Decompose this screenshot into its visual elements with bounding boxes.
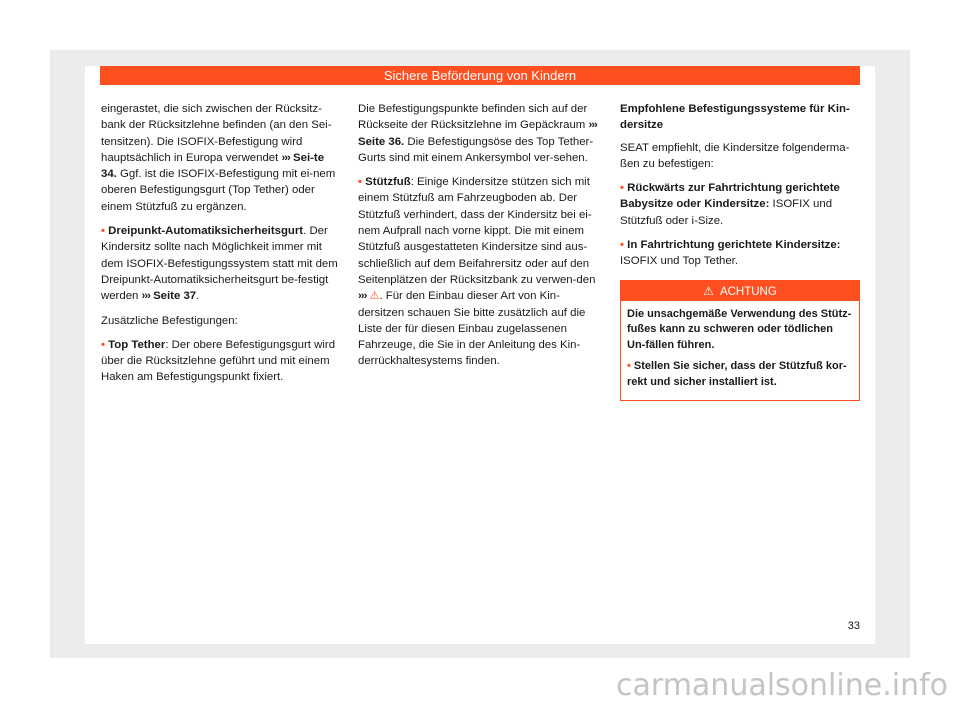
bullet-item: • In Fahrtrichtung gerichtete Kindersitze: ISOFIX und Top Tether.: [620, 239, 841, 268]
bullet-icon: •: [101, 225, 105, 238]
paragraph: SEAT empfiehlt, die Kindersitze folgenderma-ßen zu befestigen:: [620, 141, 850, 170]
column-left: [101, 101, 339, 394]
warning-icon[interactable]: ⚠: [369, 290, 380, 303]
bullet-icon: •: [620, 182, 624, 195]
warning-bullet: • Stellen Sie sicher, dass der Stützfuß kor-rekt und sicher installiert ist.: [627, 360, 847, 388]
warning-body: [621, 301, 859, 401]
bullet-item: • Dreipunkt-Automatiksicherheitsgurt. Der Kindersitz sollte nach Möglichkeit immer mit dem ISOFIX-Befestigungssystem statt mit dem Dreipunkt-Automatiksicherheitsgurt be-festigt werden ››› Seite 37.: [101, 225, 338, 303]
subheading: Empfohlene Befestigungssysteme für Kin-dersitze: [620, 103, 850, 132]
reference-arrow-icon: ›››: [588, 119, 597, 132]
bullet-item: • Rückwärts zur Fahrtrichtung gerichtete Babysitze oder Kindersitze: ISOFIX und Stützfuß oder i-Size.: [620, 182, 840, 227]
watermark: [0, 668, 960, 708]
bullet-icon: •: [358, 176, 362, 189]
reference-arrow-icon: ›››: [141, 290, 150, 303]
warning-text: Die unsachgemäße Verwendung des Stütz-fußes kann zu schweren oder tödlichen Un-fällen führen.: [627, 307, 852, 351]
bullet-item: • Stützfuß: Einige Kindersitze stützen sich mit einem Stützfuß am Fahrzeugboden ab. Der Stützfuß verhindert, dass der Kindersitz bei ei-nem Aufprall nach vorne kippt. Die mit einem Stützfuß ausgestatteten Kindersitze sind aus-schließlich auf dem Beifahrersitz oder auf den Seitenplätzen der Rücksitzbank zu verwen-den ››› ⚠. Für den Einbau dieser Art von Kin-dersitzen schauen Sie bitte zusätzlich auf die Liste der für diesen Einbau zugelassenen Fahrzeuge, die Sie in der Anleitung des Kin-derrückhaltesystems finden.: [358, 176, 596, 368]
section-title: Sichere Beförderung von Kindern: [383, 68, 577, 83]
reference-arrow-icon: ›››: [358, 290, 367, 303]
warning-header: [621, 281, 859, 301]
page-number: 33: [847, 620, 860, 632]
paragraph: eingerastet, die sich zwischen der Rücksitz-bank der Rücksitzlehne befinden (an den Sei-tensitzen). Die ISOFIX-Befestigung wird hauptsächlich in Europa verwendet ››› Sei-te 34. Ggf. ist die ISOFIX-Befestigung mit ei-nem oberen Befestigungsgurt (Top Tether) oder einem Stützfuß zu ergänzen.: [101, 103, 336, 213]
warning-title: ACHTUNG: [719, 285, 777, 298]
bullet-icon: •: [101, 338, 105, 351]
bullet-icon: •: [620, 239, 624, 252]
paragraph: Zusätzliche Befestigungen:: [101, 314, 238, 327]
column-middle: [358, 101, 603, 378]
page-reference-link[interactable]: Sei-te 34.: [101, 151, 325, 181]
watermark-text: carmanualsonline.info: [616, 668, 948, 703]
reference-arrow-icon: ›››: [281, 151, 290, 164]
bullet-item: • Top Tether: Der obere Befestigungsgurt wird über die Rücksitzlehne geführt und mit einem Haken am Befestigungspunkt fixiert.: [101, 338, 336, 384]
warning-icon: ⚠: [703, 283, 714, 298]
section-header: [100, 66, 860, 85]
warning-box: [620, 280, 860, 402]
page-reference-link[interactable]: Seite 36.: [358, 135, 405, 148]
page-reference-link[interactable]: Seite 37: [149, 290, 197, 303]
bullet-icon: •: [627, 360, 631, 373]
paragraph: Die Befestigungspunkte befinden sich auf der Rückseite der Rücksitzlehne im Gepäckraum ››› Seite 36. Die Befestigungsöse des Top Tether-Gurts sind mit einem Ankersymbol ver-sehen.: [358, 103, 597, 164]
column-right: [620, 101, 860, 401]
